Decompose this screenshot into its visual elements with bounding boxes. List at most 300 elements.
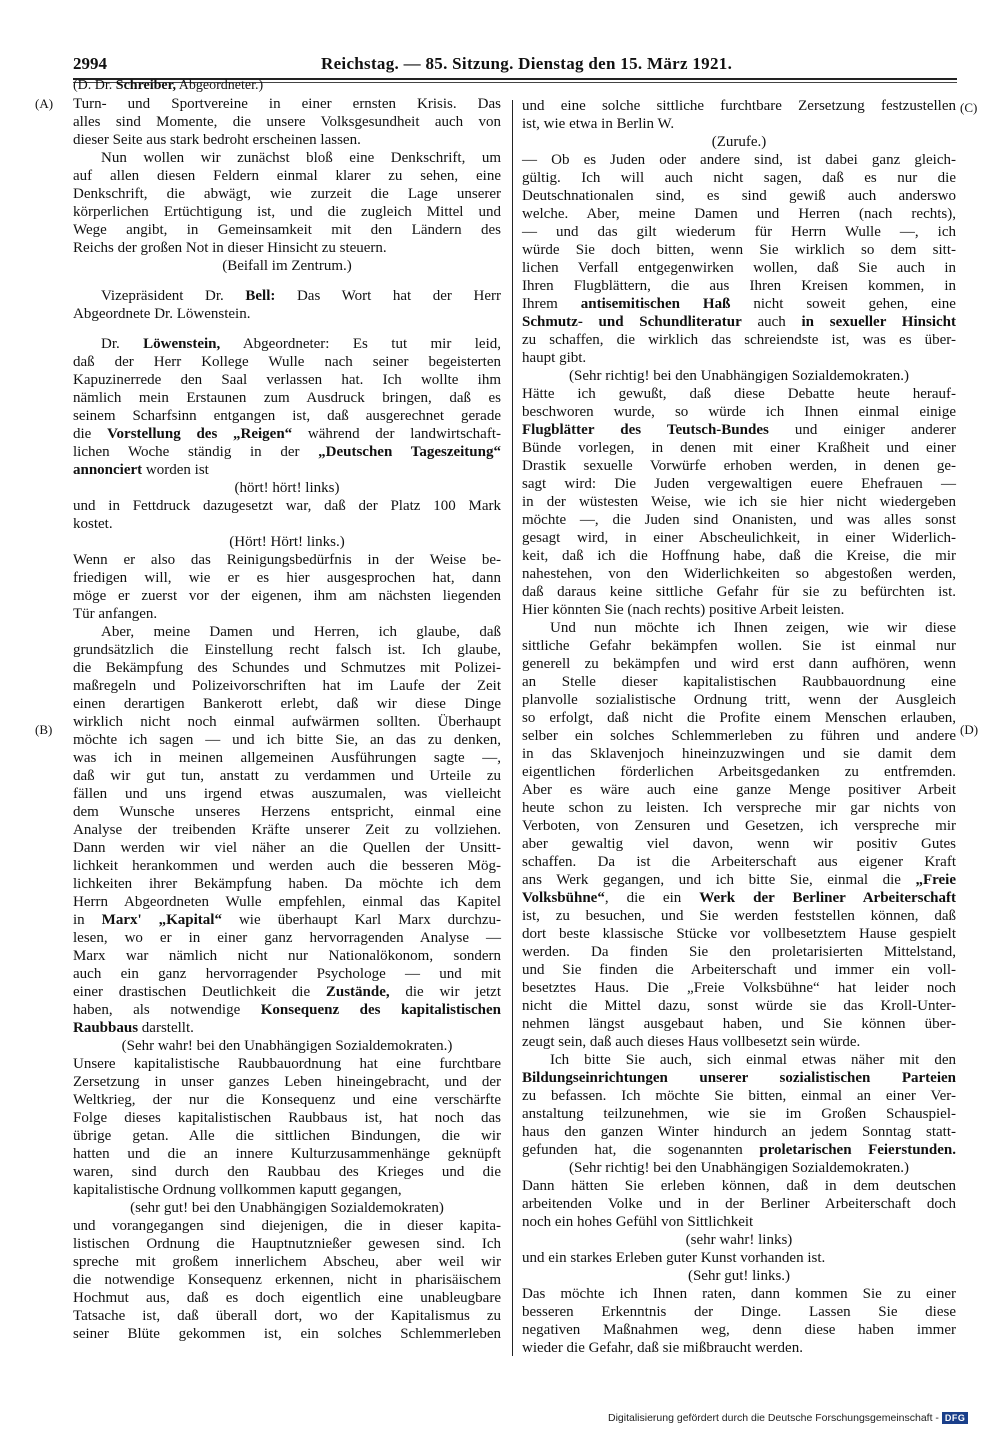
text-line: [522, 943, 956, 961]
text-segment: Dann werden wir viel näher an die Quellen der Unsitt-: [73, 840, 501, 856]
text-segment: Weltkrieg, der nur die Konsequenz und eine verschärfte: [73, 1092, 501, 1108]
text-line: [73, 353, 501, 371]
text-segment: Wenn er also das Reinigungsbedürfnis in der Weise be-: [73, 552, 501, 568]
text-segment: Turn- und Sportvereine in einer ernsten Krisis. Das: [73, 96, 501, 112]
text-line: [73, 893, 501, 911]
text-line: [522, 277, 956, 295]
text-segment: schaffen. Da ist die Arbeiterschaft aus eigener Kraft: [522, 854, 956, 870]
text-line: [522, 907, 956, 925]
text-line: [73, 641, 501, 659]
text-segment: wie überhaupt Karl Marx durchzu-: [221, 912, 501, 928]
text-line: [522, 529, 956, 547]
text-segment: Bünde vorlegen, in denen mit einer Kraßheit und einer: [522, 440, 956, 456]
text-segment: (Sehr richtig! bei den Unabhängigen Sozialdemokraten.): [569, 1160, 909, 1176]
text-segment: einer drastischen Deutlichkeit die: [73, 984, 326, 1000]
text-segment: und ein starkes Erleben guter Kunst vorhanden ist.: [522, 1250, 826, 1266]
bold-text: annonciert: [73, 462, 143, 478]
bold-text: Bildungseinrichtungen unserer sozialistischen Parteien: [522, 1070, 956, 1086]
text-segment: Kapuzinerrede den Saal verlassen hat. Ich wollte ihm: [73, 372, 501, 388]
text-segment: daß der Herr Kollege Wulle nach seiner begeisterten: [73, 354, 501, 370]
interjection-line: [522, 1231, 956, 1249]
bold-text: Werk der Berliner Arbeiterschaft: [699, 890, 957, 906]
interjection-line: [73, 1037, 501, 1055]
text-segment: heute schon zu leisten. Ich verspreche mir gar nichts von: [522, 800, 956, 816]
text-line: [73, 389, 501, 407]
text-segment: gültig. Ich will auch nicht sagen, daß es nur die: [522, 170, 956, 186]
text-line: [73, 221, 501, 239]
text-segment: (hört! hört! links): [234, 480, 340, 496]
text-line: [73, 767, 501, 785]
text-segment: friedigen will, wie er es hier ausgesprochen hat, dann: [73, 570, 501, 586]
text-line: [522, 457, 956, 475]
text-segment: zu schaffen, die wirklich das schreiendste ist, was es über-: [522, 332, 956, 348]
text-segment: und eine solche sittliche furchtbare Zersetzung festzustellen: [522, 98, 956, 114]
text-segment: Ihrem: [522, 296, 581, 312]
text-segment: spreche mit großem innerlichem Abscheu, aber weil wir: [73, 1254, 501, 1270]
text-line: [73, 947, 501, 965]
text-segment: nicht die Mittel dazu, sonst würde sie das Kroll-Unter-: [522, 998, 956, 1014]
text-line: [522, 295, 956, 313]
text-line: [522, 1051, 956, 1069]
text-segment: Hochmut aus, daß es doch eigentlich eine unableugbare: [73, 1290, 501, 1306]
column-divider: [512, 100, 513, 1356]
text-line: [73, 1181, 501, 1199]
running-title: Reichstag. — 85. Sitzung. Dienstag den 15. März 1921.: [321, 54, 733, 73]
interjection-line: [73, 257, 501, 275]
text-line: [522, 1123, 956, 1141]
text-segment: besseren Erkenntnis der Dinge. Lassen Sie diese: [522, 1304, 956, 1320]
text-line: [522, 205, 956, 223]
text-line: [522, 1015, 956, 1033]
bold-text: „Freie: [915, 872, 956, 888]
text-segment: Wege angibt, in Gemeinsamkeit mit den Ländern des: [73, 222, 501, 238]
text-line: [73, 1127, 501, 1145]
text-line: [73, 443, 501, 461]
text-segment: werden. Da finden Sie den proletarisierten Mittelstand,: [522, 944, 956, 960]
interjection-line: [73, 479, 501, 497]
text-segment: (sehr wahr! links): [685, 1232, 793, 1248]
text-line: [73, 1109, 501, 1127]
text-line: [522, 1213, 956, 1231]
text-line: [522, 439, 956, 457]
text-segment: Tür anfangen.: [73, 606, 158, 622]
bold-text: „Deutschen Tageszeitung“: [318, 444, 501, 460]
text-segment: listischen Ordnung die Hauptnutznießer gewesen sind. Ich: [73, 1236, 501, 1252]
text-segment: nämlich mein Erstaunen zum Ausdruck bringen, daß es: [73, 390, 501, 406]
text-segment: Und nun möchte ich Ihnen zeigen, wie wir diese: [550, 620, 956, 636]
text-segment: lichen Woche ständig in der: [73, 444, 319, 460]
text-line: [73, 911, 501, 929]
text-segment: (Sehr richtig! bei den Unabhängigen Sozialdemokraten.): [569, 368, 909, 384]
text-line: [73, 371, 501, 389]
text-segment: körperlichen Ertüchtigung ist, und die zugleich Mittel und: [73, 204, 501, 220]
text-segment: daß wir gut tun, anstatt zu verdammen und Urteile zu: [73, 768, 501, 784]
text-segment: in der wüstesten Weise, wie ich sie hier nicht wiedergeben: [522, 494, 956, 510]
bold-text: Volksbühne“: [522, 890, 605, 906]
text-segment: (Sehr wahr! bei den Unabhängigen Sozialdemokraten.): [121, 1038, 453, 1054]
text-segment: Verboten, von Zensuren und Gesetzen, ich verspreche mir: [522, 818, 956, 834]
text-line: [73, 1253, 501, 1271]
text-line: [73, 515, 501, 533]
text-line: [522, 1249, 956, 1267]
text-line: [73, 1073, 501, 1091]
text-segment: Nun wollen wir zunächst bloß eine Denkschrift, um: [101, 150, 501, 166]
text-line: [522, 655, 956, 673]
text-line: [522, 583, 956, 601]
text-line: [522, 853, 956, 871]
bold-text: Löwenstein,: [143, 336, 221, 352]
text-line: [522, 835, 956, 853]
text-line: [73, 95, 501, 113]
text-line: [522, 1321, 956, 1339]
text-line: [522, 673, 956, 691]
text-segment: nehmen längst ausgebaut haben, und Sie können über-: [522, 1016, 956, 1032]
text-segment: ist, wie etwa in Berlin W.: [522, 116, 675, 132]
right-column: [522, 97, 956, 1357]
text-line: [522, 925, 956, 943]
text-line: [522, 763, 956, 781]
text-line: [73, 713, 501, 731]
text-line: [522, 709, 956, 727]
text-segment: und in Fettdruck dazugesetzt war, daß der Platz 100 Mark: [73, 498, 501, 514]
text-segment: während der landwirtschaft-: [292, 426, 502, 442]
text-segment: eigentlichen förderlichen Arbeitsgedanken zu entfremden.: [522, 764, 956, 780]
interjection-line: [73, 1199, 501, 1217]
text-segment: noch ein hohes Gefühl von Sittlichkeit: [522, 1214, 754, 1230]
text-line: [73, 203, 501, 221]
text-line: [522, 727, 956, 745]
text-line: [73, 77, 501, 95]
text-segment: grundsätzlich die Einstellung recht falsch ist. Ich glaube,: [73, 642, 501, 658]
text-line: [522, 1033, 956, 1051]
text-segment: Hätte ich gewußt, daß diese Debatte heute herauf-: [522, 386, 956, 402]
text-segment: kostet.: [73, 516, 113, 532]
bold-text: in sexueller Hinsicht: [801, 314, 956, 330]
text-segment: besetztes Haus. Die „Freie Volksbühne“ hat leider noch: [522, 980, 956, 996]
dfg-logo: DFG: [942, 1412, 969, 1424]
text-line: [522, 1303, 956, 1321]
text-line: [522, 745, 956, 763]
text-segment: lichen Verfall entgegenwirken wollen, daß Sie auch in: [522, 260, 956, 276]
text-line: [522, 817, 956, 835]
text-segment: nicht soweit gehen, eine: [730, 296, 956, 312]
text-line: [73, 839, 501, 857]
bold-text: Marx' „Kapital“: [101, 912, 222, 928]
text-line: [73, 731, 501, 749]
text-segment: Denkschrift, die abwägt, wie zurzeit die Lage unserer: [73, 186, 501, 202]
text-line: [522, 565, 956, 583]
text-segment: dieser Seite aus stark bedroht erscheinen lassen.: [73, 132, 361, 148]
text-segment: möchte —, die Juden sind Onanisten, und was alles sonst: [522, 512, 956, 528]
text-line: [522, 1087, 956, 1105]
interjection-line: [73, 533, 501, 551]
text-line: [73, 587, 501, 605]
text-line: [522, 259, 956, 277]
text-segment: Dann hätten Sie erleben können, daß in dem deutschen: [522, 1178, 956, 1194]
text-segment: alles sind Momente, die unsere Volksgesundheit auch von: [73, 114, 501, 130]
text-line: [522, 349, 956, 367]
text-line: [73, 497, 501, 515]
bold-text: Zustände,: [325, 984, 390, 1000]
text-segment: haupt gibt.: [522, 350, 587, 366]
text-segment: übrige getan. Alle die sittlichen Bindungen, die wir: [73, 1128, 501, 1144]
text-line: [73, 1001, 501, 1019]
text-line: [522, 421, 956, 439]
margin-mark-c: (C): [960, 100, 978, 115]
text-segment: würde Sie doch bitten, wenn Sie wirklich so dem sitt-: [522, 242, 956, 258]
text-line: [522, 1141, 956, 1159]
text-segment: dem Wunsche unseres Herzens entspricht, einmal eine: [73, 804, 501, 820]
text-segment: (Beifall im Zentrum.): [222, 258, 352, 274]
text-segment: maßregeln und Polizeivorschriften hat im Laufe der Zeit: [73, 678, 501, 694]
bold-text: Konsequenz des kapitalistischen: [260, 1002, 501, 1018]
text-segment: in das Sklavenjoch hineinzuzwingen und sie damit dem: [522, 746, 956, 762]
text-line: [73, 239, 501, 257]
text-segment: Aber, meine Damen und Herren, ich glaube, daß: [101, 624, 501, 640]
text-line: [73, 983, 501, 1001]
credit-text: Digitalisierung gefördert durch die Deutsche Forschungsgemeinschaft -: [608, 1412, 939, 1424]
text-line: [73, 677, 501, 695]
text-segment: die notwendige Konsequenz erkennen, nicht in pharisäischem: [73, 1272, 501, 1288]
text-line: [73, 335, 501, 353]
text-line: [522, 979, 956, 997]
digitization-credit: [608, 1412, 968, 1424]
text-line: [522, 115, 956, 133]
bold-text: Bell:: [245, 288, 276, 304]
text-segment: die wir jetzt: [389, 984, 501, 1000]
text-line: [522, 1105, 956, 1123]
text-segment: sittliche Gefahr bekämpfen wollen. Sie ist einmal nur: [522, 638, 956, 654]
text-segment: Unsere kapitalistische Raubbauordnung hat eine furchtbare: [73, 1056, 501, 1072]
text-segment: und einiger anderer: [768, 422, 957, 438]
text-segment: und vorangegangen sind diejenigen, die in dieser kapita-: [73, 1218, 501, 1234]
text-line: [522, 799, 956, 817]
text-line: [522, 511, 956, 529]
text-line: [73, 1091, 501, 1109]
text-line: [522, 1195, 956, 1213]
text-segment: was ich in meinen allgemeinen Ausführungen sagte —,: [73, 750, 501, 766]
text-line: [522, 1285, 956, 1303]
text-line: [73, 695, 501, 713]
text-line: [73, 1307, 501, 1325]
text-segment: Abgeordnete Dr. Löwenstein.: [73, 306, 251, 322]
text-segment: lesen, wo er in einer ganz hervorragenden Analyse —: [73, 930, 501, 946]
page-number: 2994: [73, 54, 107, 73]
text-line: [73, 305, 501, 323]
text-segment: darstellt.: [138, 1020, 194, 1036]
text-segment: in: [73, 912, 102, 928]
text-segment: worden ist: [142, 462, 209, 478]
text-segment: Das möchte ich Ihnen raten, dann kommen Sie zu einer: [522, 1286, 956, 1302]
text-line: [522, 403, 956, 421]
text-segment: Aber es wäre auch eine ganze Menge positiver Arbeit: [522, 782, 956, 798]
text-line: [522, 169, 956, 187]
text-segment: sagt wird: Die Juden vergewaltigen euere Ehefrauen —: [522, 476, 956, 492]
text-segment: haus den ganzen Winter hindurch an jedem Sonntag statt-: [522, 1124, 956, 1140]
text-segment: wieder die Gefahr, daß sie mißbraucht werden.: [522, 1340, 803, 1356]
text-segment: aber gewaltig viel davon, wenn wir positiv Gutes: [522, 836, 956, 852]
text-line: [522, 187, 956, 205]
text-line: [73, 875, 501, 893]
text-segment: möchte ich sagen — und ich bitte Sie, an das zu denken,: [73, 732, 501, 748]
text-segment: Abgeordneter: Es tut mir leid,: [220, 336, 501, 352]
text-segment: ist, zu besuchen, und Sie werden feststellen können, daß: [522, 908, 956, 924]
text-segment: anstaltung teilzunehmen, wie sie im Großen Schauspiel-: [522, 1106, 956, 1122]
text-segment: wirklich nicht noch einmal aufwärmen sollten. Überhaupt: [73, 714, 501, 730]
text-line: [522, 241, 956, 259]
text-line: [522, 997, 956, 1015]
text-segment: Das Wort hat der Herr: [275, 288, 501, 304]
text-segment: selber ein solches Schlemmerleben zu führen und andere: [522, 728, 956, 744]
text-line: [73, 857, 501, 875]
interjection-line: [522, 1267, 956, 1285]
left-column: [73, 77, 501, 1343]
text-segment: und Sie finden die Arbeiterschaft und immer ein voll-: [522, 962, 956, 978]
text-segment: Herrn Abgeordneten Wulle empfehlen, einmal das Kapitel: [73, 894, 501, 910]
text-line: [73, 1271, 501, 1289]
bold-text: Schmutz- und Schundliteratur: [522, 314, 742, 330]
text-segment: Vizepräsident Dr.: [101, 288, 246, 304]
text-segment: die Bekämpfung des Schundes und Schmutzes mit Polizei-: [73, 660, 501, 676]
text-line: [73, 749, 501, 767]
text-line: [73, 623, 501, 641]
text-segment: daß daraus keine sittliche Gefahr für sie zu befürchten ist.: [522, 584, 956, 600]
text-line: [73, 461, 501, 479]
text-segment: fällen und uns irgend etwas auszumalen, was vielleicht: [73, 786, 501, 802]
text-line: [522, 313, 956, 331]
text-segment: , die ein: [604, 890, 700, 906]
text-line: [73, 1145, 501, 1163]
text-line: [73, 1289, 501, 1307]
text-segment: planvolle sozialistische Ordnung tritt, wenn der Ausgleich: [522, 692, 956, 708]
text-segment: negativen Maßnahmen weg, denn diese haben immer: [522, 1322, 956, 1338]
text-segment: seinem Scharfsinn entgangen ist, daß ausgerechnet gerade: [73, 408, 501, 424]
text-segment: die: [73, 426, 108, 442]
text-segment: auf allen diesen Feldern einmal klarer zu sehen, eine: [73, 168, 501, 184]
text-line: [522, 637, 956, 655]
text-segment: zeugt sein, daß auch dieses Haus vollbesetzt sein würde.: [522, 1034, 861, 1050]
text-line: [522, 475, 956, 493]
bold-text: Vorstellung des „Reigen“: [107, 426, 293, 442]
text-line: [522, 961, 956, 979]
text-segment: Ihren Flugblättern, die aus Ihren Kreisen kommen, in: [522, 278, 956, 294]
text-line: [522, 547, 956, 565]
text-segment: — und das gilt wiederum für Herrn Wulle —, ich: [522, 224, 956, 240]
page-header: [73, 54, 957, 76]
text-segment: keit, daß ich die Hoffnung habe, daß die Kreise, die mir: [522, 548, 956, 564]
text-segment: — Ob es Juden oder andere sind, ist dabei ganz gleich-: [522, 152, 956, 168]
text-segment: einen derartigen Bankerott erlebt, daß wir diese Dinge: [73, 696, 501, 712]
text-segment: Drastik sexuelle Vorwürfe erhoben werden, in denen ge-: [522, 458, 956, 474]
text-line: [73, 287, 501, 305]
text-line: [522, 1339, 956, 1357]
text-line: [73, 605, 501, 623]
text-line: [73, 965, 501, 983]
text-segment: auch ein ganz hervorragender Psychologe — und mit: [73, 966, 501, 982]
text-line: [73, 1217, 501, 1235]
text-segment: waren, sind durch den Raubbau des Krieges und die: [73, 1164, 501, 1180]
text-segment: welche. Aber, meine Damen und Herren (nach rechts),: [522, 206, 956, 222]
text-line: [73, 167, 501, 185]
text-line: [73, 785, 501, 803]
text-segment: Dr.: [101, 336, 144, 352]
text-line: [522, 223, 956, 241]
bold-text: Schreiber,: [115, 78, 177, 93]
margin-mark-d: (D): [960, 722, 979, 737]
text-line: [73, 425, 501, 443]
interjection-line: [522, 367, 956, 385]
text-segment: Ich bitte Sie auch, sich einmal etwas näher mit den: [550, 1052, 956, 1068]
margin-mark-b: (B): [35, 722, 53, 737]
text-line: [522, 781, 956, 799]
text-line: [522, 871, 956, 889]
text-segment: gesagt wird, in einer Abscheulichkeit, in einer Widerlich-: [522, 530, 956, 546]
text-line: [73, 929, 501, 947]
text-segment: kapitalistische Ordnung vollkommen kaputt gegangen,: [73, 1182, 402, 1198]
text-line: [73, 407, 501, 425]
text-line: [522, 151, 956, 169]
interjection-line: [522, 133, 956, 151]
text-line: [522, 1177, 956, 1195]
text-segment: Marx war nämlich nicht nur Nationalökonom, sondern: [73, 948, 501, 964]
bold-text: Raubbaus: [73, 1020, 139, 1036]
text-segment: Hier könnten Sie (nach rechts) positive Arbeit leisten.: [522, 602, 845, 618]
text-segment: ans Werk gegangen, und ich bitte Sie, einmal die: [522, 872, 916, 888]
text-segment: an Stelle dieser kapitalistischen Raubbauordnung eine: [522, 674, 956, 690]
text-segment: (D. Dr.: [73, 78, 116, 93]
text-segment: auch: [741, 314, 802, 330]
text-line: [522, 493, 956, 511]
text-segment: Analyse der treibenden Kräfte unserer Zeit zu vollziehen.: [73, 822, 501, 838]
text-segment: Zersetzung in unser ganzes Leben hineingebracht, und der: [73, 1074, 501, 1090]
text-segment: (sehr gut! bei den Unabhängigen Sozialdemokraten): [130, 1200, 444, 1216]
text-segment: seiner Blüte gekommen ist, ein solches Schlemmerleben: [73, 1326, 501, 1342]
text-segment: lichkeit herankommen und werden auch die besseren Mög-: [73, 858, 501, 874]
text-line: [73, 569, 501, 587]
text-line: [522, 601, 956, 619]
text-line: [73, 821, 501, 839]
text-line: [522, 619, 956, 637]
text-segment: (Zurufe.): [711, 134, 767, 150]
text-line: [73, 1325, 501, 1343]
text-line: [522, 331, 956, 349]
text-segment: möge er zuerst vor der eigenen, ihm am nächsten liegenden: [73, 588, 501, 604]
text-line: [73, 113, 501, 131]
text-segment: nahestehen, von den Widerlichkeiten so abgestoßen werden,: [522, 566, 956, 582]
text-line: [73, 1163, 501, 1181]
text-line: [73, 1019, 501, 1037]
text-segment: haben, als notwendige: [73, 1002, 261, 1018]
text-segment: (Hört! Hört! links.): [229, 534, 345, 550]
bold-text: antisemitischen Haß: [580, 296, 731, 312]
text-segment: Reichs der großen Not in dieser Hinsicht zu steuern.: [73, 240, 387, 256]
text-line: [73, 1235, 501, 1253]
interjection-line: [522, 1159, 956, 1177]
text-segment: beschworen wurde, so würde ich Ihnen einmal einige: [522, 404, 956, 420]
text-segment: Deutschnationalen sind, es sind gewiß auch anderswo: [522, 188, 956, 204]
text-segment: generell zu bekämpfen und wird erst dann aufhören, wenn: [522, 656, 956, 672]
text-segment: gefunden hat, die sogenannten: [522, 1142, 760, 1158]
text-line: [73, 551, 501, 569]
text-line: [522, 385, 956, 403]
text-segment: arbeitenden Volke und in der Berliner Arbeiterschaft doch: [522, 1196, 956, 1212]
text-segment: hatten und die an innere Kulturzusammenhänge geknüpft: [73, 1146, 501, 1162]
text-segment: zu befassen. Ich möchte Sie bitten, einmal an einer Ver-: [522, 1088, 956, 1104]
text-segment: Folge dieses kapitalistischen Raubbaus ist, hat noch das: [73, 1110, 501, 1126]
text-line: [73, 1055, 501, 1073]
text-line: [73, 185, 501, 203]
text-segment: dort beste klassische Stücke vor vollbesetztem Hause gespielt: [522, 926, 956, 942]
